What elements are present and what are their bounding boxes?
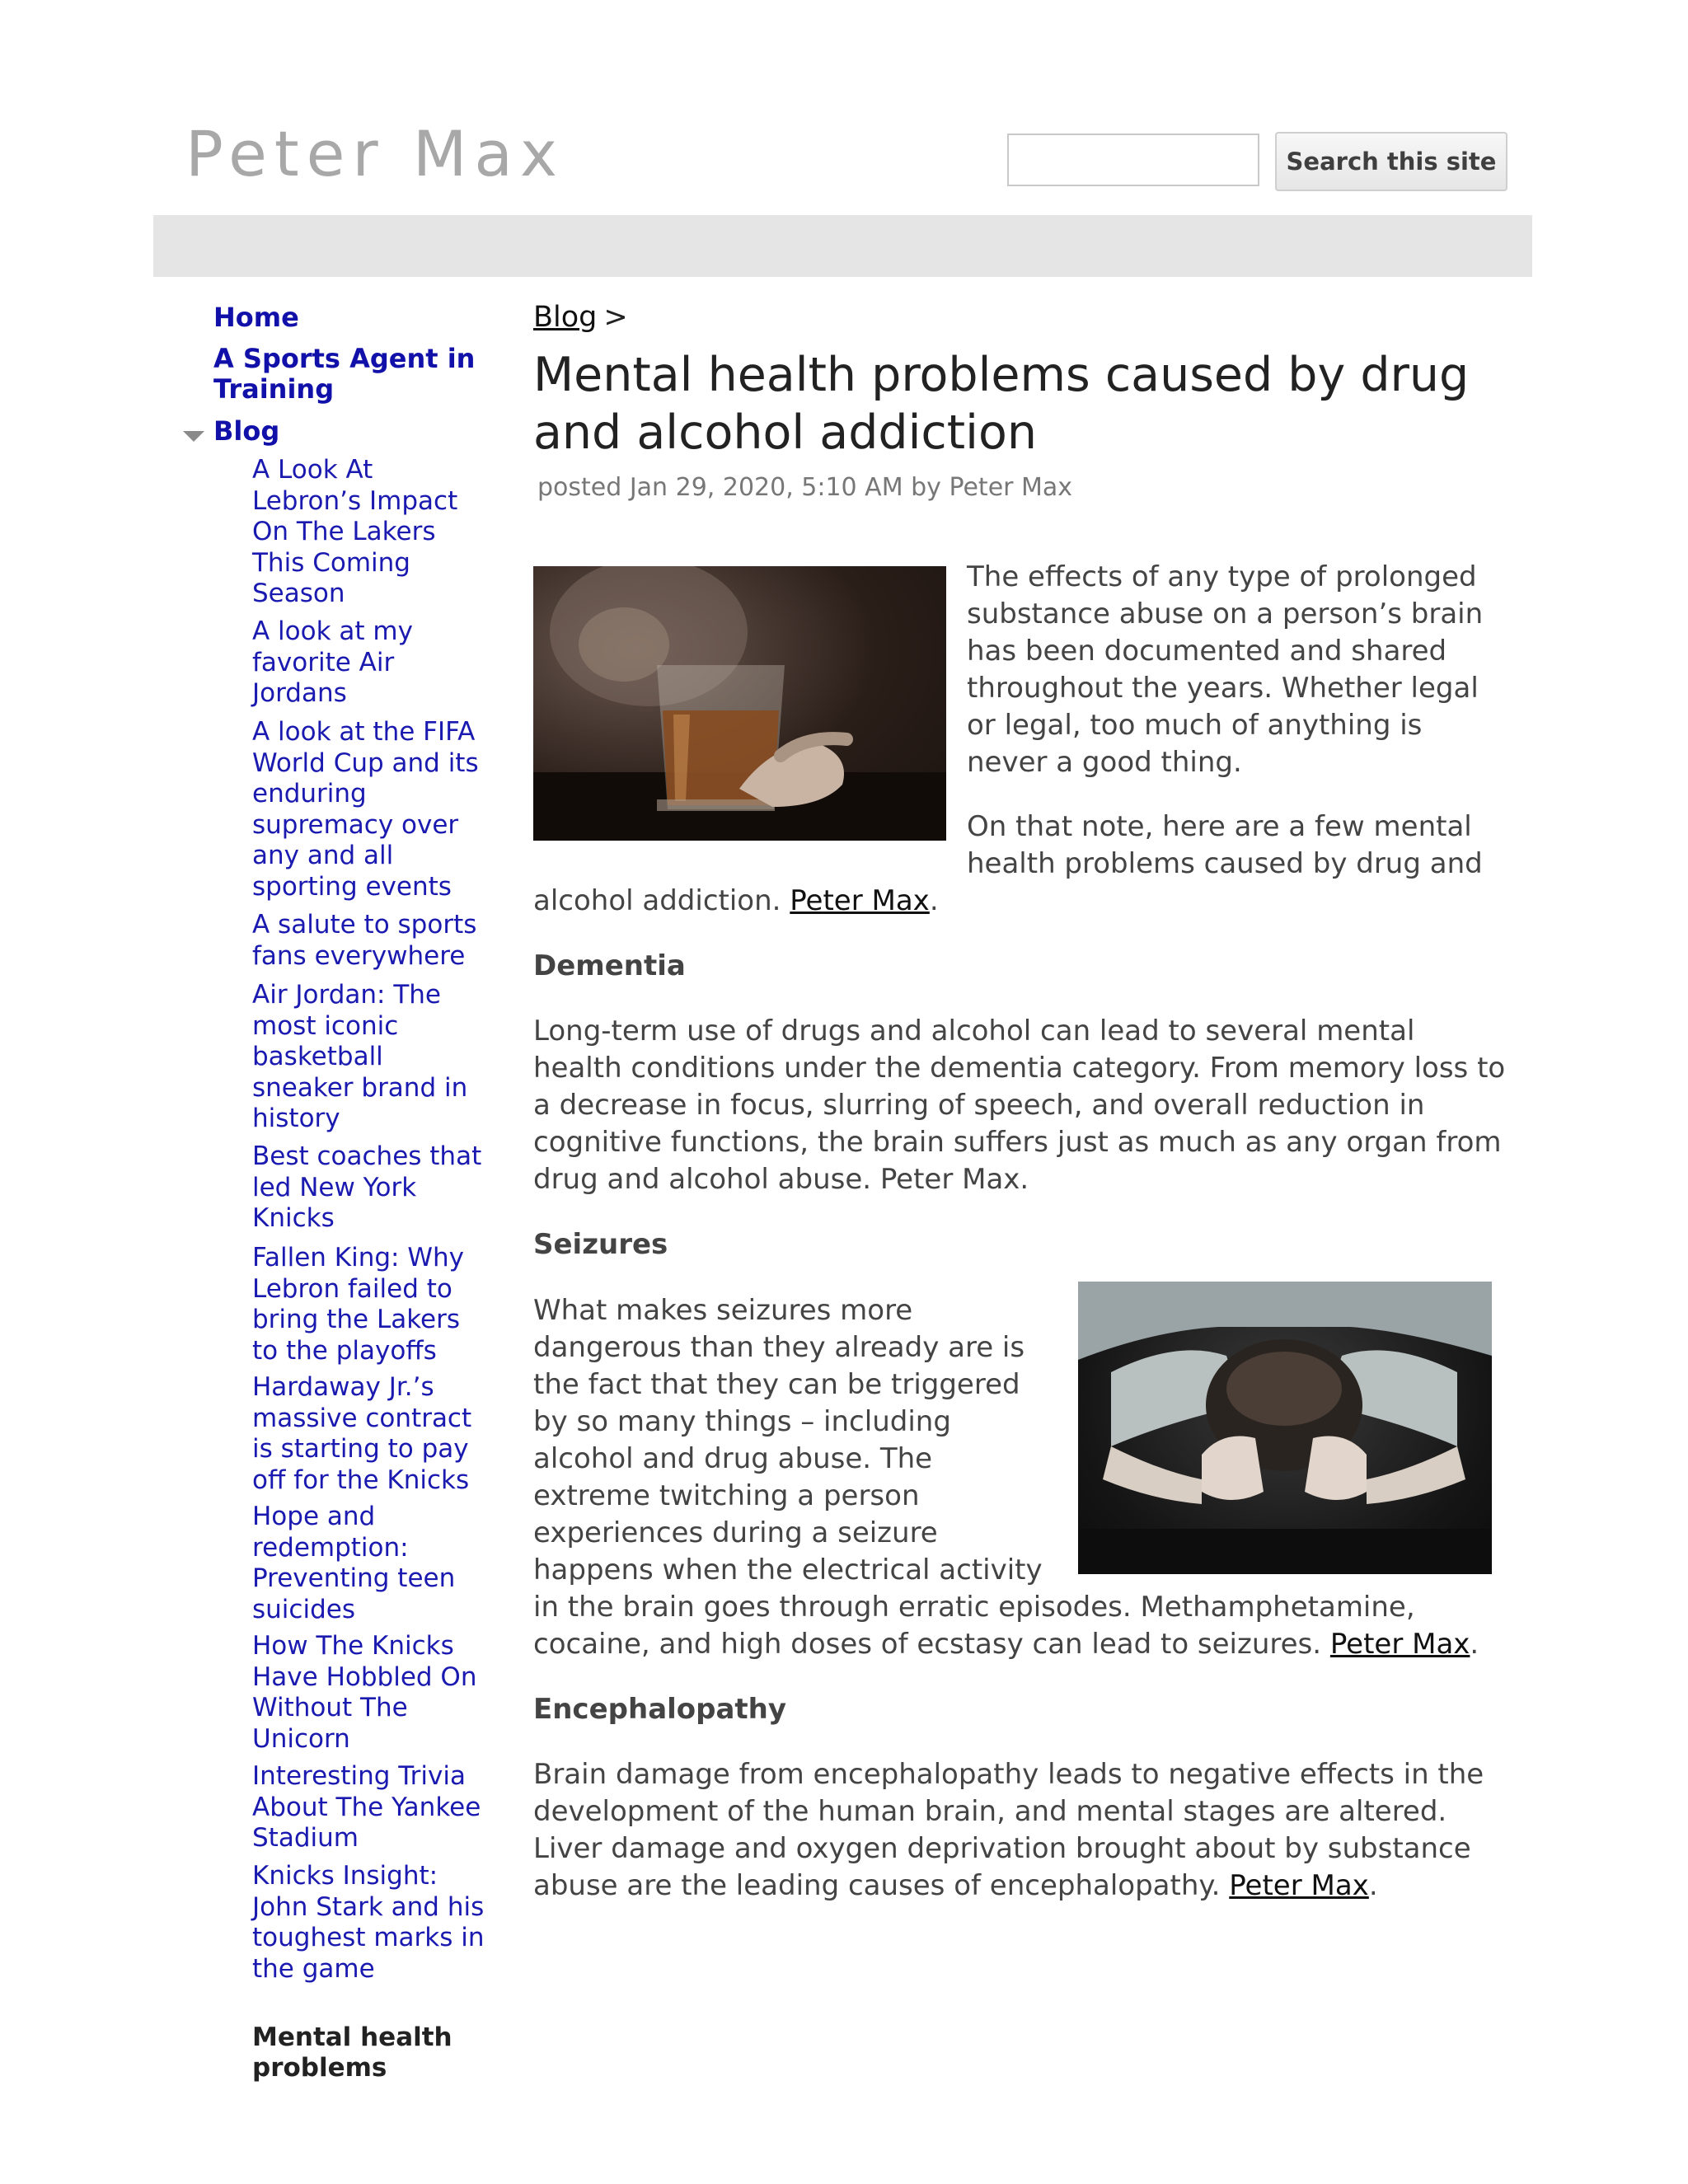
author-link[interactable]: Peter Max: [1329, 1628, 1470, 1661]
breadcrumb: [533, 301, 628, 334]
breadcrumb-separator: >: [603, 301, 628, 334]
article-body: [533, 559, 1506, 1905]
sidebar-post-air-jordan-brand[interactable]: Air Jordan: The most iconic basketball sneaker brand in history: [252, 980, 468, 1133]
sidebar-item-sports-agent[interactable]: A Sports Agent in Training: [213, 343, 476, 405]
sidebar-post-yankee-stadium[interactable]: Interesting Trivia About The Yankee Stadium: [252, 1761, 481, 1853]
intro-paragraph: The effects of any type of prolonged substance abuse on a person’s brain has been documented and shared throughout the years. Whether legal or legal, too much of anything is never a good thing.: [967, 560, 1484, 779]
site-title[interactable]: Peter Max: [185, 117, 565, 190]
sidebar-post-hardaway[interactable]: Hardaway Jr.’s massive contract is starting to pay off for the Knicks: [252, 1372, 472, 1495]
sidebar-post-lebron-impact[interactable]: A Look At Lebron’s Impact On The Lakers This Coming Season: [252, 455, 458, 608]
sidebar-item-home[interactable]: Home: [213, 302, 299, 333]
sidebar-post-sports-fans[interactable]: A salute to sports fans everywhere: [252, 910, 477, 971]
author-link[interactable]: Peter Max: [790, 884, 930, 917]
sidebar-post-john-stark[interactable]: Knicks Insight: John Stark and his toughest marks in the game: [252, 1861, 485, 1984]
heading-dementia: Dementia: [533, 949, 686, 982]
sidebar-post-fifa-world-cup[interactable]: A look at the FIFA World Cup and its enduring supremacy over any and all sporting events: [252, 717, 479, 902]
note-text: On that note, here are a few mental health problems caused by drug and alcohol addiction.: [533, 810, 1483, 917]
sidebar-post-air-jordans[interactable]: A look at my favorite Air Jordans: [252, 616, 413, 708]
sidebar-item-blog[interactable]: Blog: [213, 415, 280, 447]
dementia-paragraph: Long-term use of drugs and alcohol can lead to several mental health conditions under the dementia category. From memory loss to a decrease in focus, slurring of speech, and overall reduction in cognitive functions, the brain suffers just as much as any organ from drug and alcohol abuse. Peter Max.: [533, 1015, 1506, 1196]
seizures-text: What makes seizures more dangerous than they already are is the fact that they can be triggered by so many things – including alcohol and drug abuse. The extreme twitching a person experiences during a seizure happens when the electrical activity in the brain goes through erratic episodes. Methamphetamine, cocaine, and high doses of ecstasy can lead to seizures.: [533, 1294, 1415, 1661]
encephalopathy-paragraph: [533, 1756, 1506, 1905]
page-title: Mental health problems caused by drug and alcohol addiction: [533, 348, 1470, 460]
encephalopathy-period: .: [1368, 1869, 1378, 1902]
sidebar-post-knicks-unicorn[interactable]: How The Knicks Have Hobbled On Without The Unicorn: [252, 1631, 477, 1754]
stressed-man-image: [1078, 1282, 1492, 1574]
search-input[interactable]: [1007, 134, 1259, 186]
sidebar-post-current: Mental health problems: [252, 2022, 452, 2083]
breadcrumb-blog-link[interactable]: Blog: [533, 301, 598, 334]
encephalopathy-text: Brain damage from encephalopathy leads to negative effects in the development of the human brain, and mental stages are altered. Liver damage and oxygen deprivation brought about by substance abuse are the leading causes of encephalopathy.: [533, 1758, 1484, 1902]
whiskey-glass-image: [533, 566, 946, 841]
search-button[interactable]: Search this site: [1275, 132, 1507, 191]
heading-encephalopathy: Encephalopathy: [533, 1693, 787, 1726]
stressed-man-illustration: [1078, 1282, 1492, 1574]
author-link[interactable]: Peter Max: [1229, 1869, 1369, 1902]
note-period: .: [929, 884, 939, 917]
heading-seizures: Seizures: [533, 1228, 668, 1261]
post-meta: posted Jan 29, 2020, 5:10 AM by Peter Max: [537, 473, 1073, 502]
seizures-period: .: [1470, 1628, 1479, 1661]
sidebar-post-fallen-king[interactable]: Fallen King: Why Lebron failed to bring the Lakers to the playoffs: [252, 1243, 464, 1366]
navigation-bar: [153, 215, 1532, 277]
sidebar-post-best-coaches[interactable]: Best coaches that led New York Knicks: [252, 1141, 482, 1233]
collapse-triangle-icon[interactable]: [183, 431, 204, 442]
whiskey-glass-illustration: [533, 566, 946, 841]
sidebar-post-hope-redemption[interactable]: Hope and redemption: Preventing teen suicides: [252, 1502, 456, 1624]
